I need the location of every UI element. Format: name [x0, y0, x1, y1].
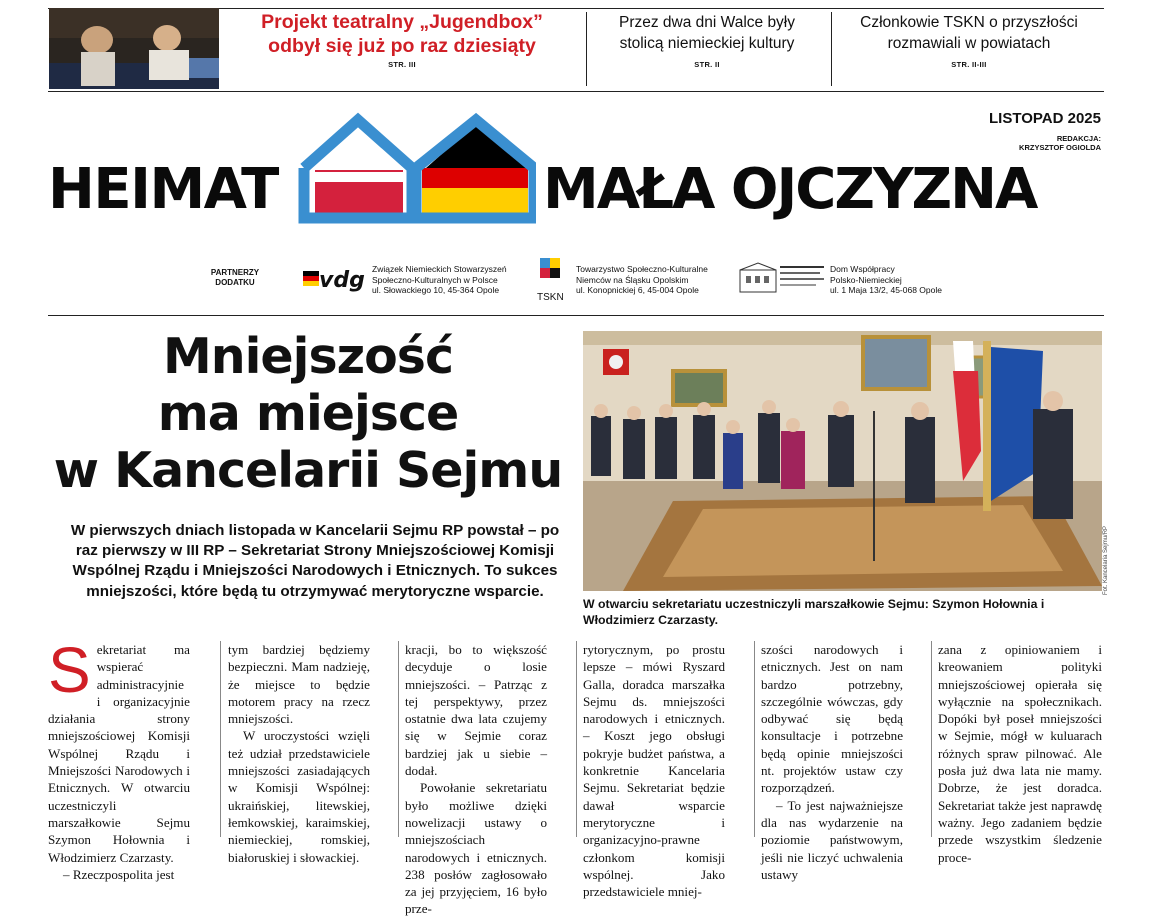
article-column-2 [228, 641, 370, 866]
col1-paragraph-1: ekretariat ma wspierać administracyjnie i organizacyjnie działania strony mniejszościowej Komisji Wspólnej Rządu i Mniejszości Narodowych i Etnicznych. W otwarciu uczestniczyli marszałkowie Sejmu Szymon Hołownia i Włodzimierz Czarzasty. [48, 642, 190, 865]
partner-vdg [372, 264, 507, 296]
partner-dom-line1: Dom Współpracy [830, 264, 895, 274]
teaser-2-title-line1: Przez dwa dni Walce były [618, 14, 796, 31]
teaser-2-title-line2: stolicą niemieckiej kultury [619, 35, 795, 52]
article-column-4 [583, 641, 725, 900]
partner-dom-line2: Polsko-Niemieckiej [830, 274, 902, 285]
teaser-divider [586, 12, 587, 86]
col2-paragraph-2: W uroczystości wzięli też udział przedstawiciele mniejszości zasiadających w Komisji Wspólnej: ukraińskiej, litewskiej, łemkowskiej, karaimskiej, niemieckiej, romskiej, białoruskiej i słowackiej. [228, 728, 370, 865]
headline-line2: ma miejsce [157, 385, 459, 442]
editor-label: REDAKCJA: [1056, 134, 1101, 143]
teaser-3-title-line2: rozmawiali w powiatach [887, 35, 1051, 52]
teaser-3-title-line1: Członkowie TSKN o przyszłości [860, 14, 1078, 31]
headline-line3: w Kancelarii Sejmu [53, 442, 563, 499]
col3-paragraph-1: kracji, bo to większość decyduje o losie mniejszości. – Patrząc z tej perspektywy, przez ostatnie dwa lata czujemy się w Sejmie coraz bardziej jak u siebie – dodał. [405, 642, 547, 779]
photo-caption: W otwarciu sekretariatu uczestniczyli marszałkowie Sejmu: Szymon Hołownia i Włodzimierz Czarzasty. [583, 597, 1045, 627]
col6-paragraph-1: zana z opiniowaniem i kreowaniem polityki mniejszościowej opierała się wyłącznie na społecznikach. Dopóki był poseł mniejszości w Sejmie, mógł w kuluarach różnych spraw pilnować. Ale posła już dwa lata nie mamy. Dobrze, że jest doradca. Sekretariat także jest naprawdę ważny. Jego zadaniem będzie przede wszystkim śledzenie proce- [938, 642, 1102, 865]
teaser-2-page-ref: STR. II [694, 60, 720, 69]
column-divider [220, 641, 221, 837]
partner-tskn-line3: ul. Konopnickiej 6, 45-004 Opole [576, 285, 699, 295]
partners-label-line2: DODATKU [215, 278, 255, 287]
partner-vdg-line1: Związek Niemieckich Stowarzyszeń [372, 264, 507, 274]
col4-paragraph-1: rytorycznym, po prostu lepsze – mówi Ryszard Galla, doradca marszałka Sejmu ds. mniejszości narodowych i etnicznych. – Koszt jego obsługi pokryje budżet państwa, a konkretnie Kancelaria Sejmu. Sekretariat będzie dawał wsparcie merytoryczne i organizacyjno-prawne członkom komisji wspólnej. Jako przedstawiciele mniej- [583, 642, 725, 900]
teaser-1-title-line1: Projekt teatralny „Jugendbox” [261, 11, 543, 33]
partner-tskn-line1: Towarzystwo Społeczno-Kulturalne [576, 264, 708, 274]
teaser-1-page-ref: STR. III [388, 60, 416, 69]
column-divider [398, 641, 399, 837]
partner-tskn [576, 264, 708, 296]
partner-dom-wspolpracy [830, 264, 942, 296]
column-divider [754, 641, 755, 837]
teaser-divider [831, 12, 832, 86]
col3-paragraph-2: Powołanie sekretariatu było możliwe dzięki nowelizacji ustawy o mniejszościach narodowych i etnicznych. 238 posłów zagłosowało za jej przyjęciem, 16 było prze- [405, 780, 547, 917]
article-headline [48, 328, 568, 499]
partners-label [190, 268, 280, 288]
article-column-5 [761, 641, 903, 883]
partner-vdg-line2: Społeczno-Kulturalnych w Polsce [372, 274, 498, 285]
teaser-1[interactable] [226, 10, 578, 88]
svg-text:vdg: vdg [319, 268, 365, 293]
masthead-heimat: HEIMAT [48, 157, 278, 222]
masthead-mala-ojczyzna: MAŁA OJCZYZNA [543, 157, 1037, 222]
drop-cap: S [48, 634, 91, 706]
teaser-photo-jugendbox[interactable] [49, 8, 219, 89]
issue-date: LISTOPAD 2025 [989, 110, 1101, 127]
tskn-logo[interactable] [536, 256, 566, 307]
photo-credit: Fot. Kancelaria Sejmu/RP [1103, 525, 1109, 595]
teaser-3-page-ref: STR. II-III [951, 60, 987, 69]
teaser-3[interactable] [838, 12, 1100, 90]
col5-paragraph-1: szości narodowych i etnicznych. Jest on nam bardzo potrzebny, szczególnie wówczas, gdy odbywać się będą konsultacje i potrzebne będą opinie mniejszości nt. projektów ustaw czy rozporządzeń. [761, 642, 903, 796]
vdg-logo[interactable] [301, 263, 365, 298]
editor-credit [1019, 134, 1101, 152]
partner-dom-line3: ul. 1 Maja 13/2, 45-068 Opole [830, 285, 942, 295]
article-photo[interactable] [583, 331, 1102, 591]
teaser-1-title-line2: odbył się już po raz dziesiąty [268, 35, 536, 57]
col2-paragraph-1: tym bardziej będziemy bezpieczni. Mam nadzieję, że miejsce to będzie motorem pracy na rzecz mniejszości. [228, 642, 370, 727]
partner-vdg-line3: ul. Słowackiego 10, 45-364 Opole [372, 285, 500, 295]
svg-text:TSKN: TSKN [537, 292, 564, 302]
partners-label-line1: PARTNERZY [210, 268, 260, 277]
col1-paragraph-2: – Rzeczpospolita jest [63, 866, 175, 882]
partner-tskn-line2: Niemców na Śląsku Opolskim [576, 274, 689, 285]
col5-paragraph-2: – To jest najważniejsze dla nas wydarzenie na poziomie państwowym, jeśli nie liczyć uchwalenia ustawy [761, 797, 903, 882]
dom-wspolpracy-logo[interactable] [738, 262, 828, 299]
section-divider [48, 315, 1104, 316]
column-divider [576, 641, 577, 837]
article-column-1 [48, 634, 190, 883]
article-column-3 [405, 641, 547, 918]
headline-line1: Mniejszość [162, 328, 454, 385]
article-column-6 [938, 641, 1102, 866]
article-lead: W pierwszych dniach listopada w Kancelarii Sejmu RP powstał – po raz pierwszy w III RP – Sekretariat Strony Mniejszościowej Komisji Wspólnej Rządu i Mniejszości Narodowych i Etnicznych. To sukces mniejszości, które będą tu otrzymywać merytoryczne wsparcie. [70, 522, 560, 600]
teaser-2[interactable] [592, 12, 822, 90]
two-houses-logo [298, 112, 536, 233]
editor-name: KRZYSZTOF OGIOLDA [1019, 143, 1101, 152]
column-divider [931, 641, 932, 837]
